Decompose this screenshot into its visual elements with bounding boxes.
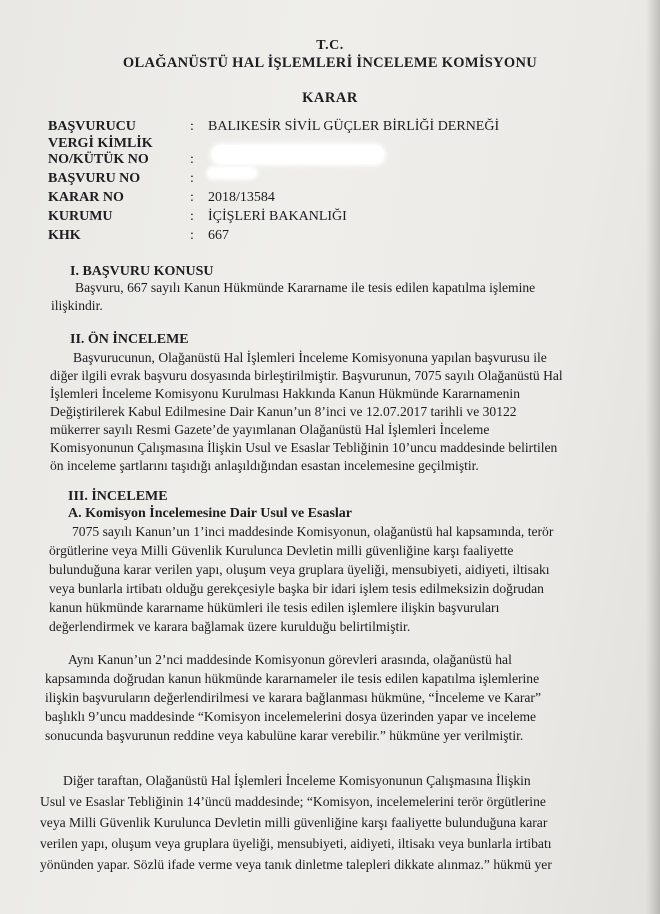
paragraph-line: Komisyonunun Çalışmasına İlişkin Usul ve Esaslar Tebliğinin 10’uncu maddesinde belirtilen	[50, 440, 558, 455]
paragraph-line: 7075 sayılı Kanun’un 1’inci maddesinde Komisyonun, olağanüstü hal kapsamında, terör	[72, 524, 554, 539]
paragraph-line: verilen yapı, oluşum veya gruplara üyeliği, mensubiyeti, aidiyeti, iltisakı veya bunlarla irtibatı	[40, 836, 552, 851]
info-row-karar-no	[48, 190, 608, 208]
paragraph-line: Aynı Kanun’un 2’nci maddesinde Komisyonun görevleri arasında, olağanüstü hal	[68, 652, 512, 667]
page-shadow	[646, 0, 660, 914]
info-value: İÇİŞLERİ BAKANLIĞI	[208, 209, 347, 224]
info-colon: :	[190, 171, 194, 186]
paragraph-line: Diğer taraftan, Olağanüstü Hal İşlemleri İnceleme Komisyonunun Çalışmasına İlişkin	[63, 773, 531, 788]
info-label: BAŞVURUCU	[48, 119, 136, 134]
redaction-mark	[208, 168, 256, 178]
paragraph-line: başlıklı 9’uncu maddesinde “Komisyon incelemelerini dosya üzerinden yapar ve inceleme	[45, 709, 537, 724]
info-row-basvuru-no	[48, 171, 608, 189]
paragraph-line: ilişkin başvuruların değerlendirilmesi ve karara bağlanması hükmüne, “İnceleme ve Karar”	[45, 690, 541, 705]
paragraph-line: kapsamında doğrudan kanun hükmünde kararnameler ile tesis edilen kapatılma işlemlerine	[45, 671, 540, 686]
info-colon: :	[190, 119, 194, 134]
header-karar: KARAR	[302, 90, 358, 106]
section-heading-basvuru-konusu: I. BAŞVURU KONUSU	[70, 264, 214, 279]
info-label: KARAR NO	[48, 190, 124, 205]
paragraph-line: değerlendirmek ve karara bağlamak üzere kurulduğu belirtilmiştir.	[49, 619, 411, 634]
paragraph-line: ön inceleme şartlarını taşıdığı anlaşıldığından esastan incelemesine geçilmiştir.	[50, 458, 479, 473]
info-row-basvurucu	[48, 119, 608, 137]
info-row-kurumu	[48, 209, 608, 227]
paragraph-line: yönünden yapar. Sözlü ifade verme veya tanık dinletme talepleri dikkate alınmaz.” hükmü yer	[40, 857, 552, 872]
info-row-khk	[48, 228, 608, 246]
paragraph-line: Değiştirilerek Kabul Edilmesine Dair Kanun’un 8’inci ve 12.07.2017 tarihli ve 30122	[50, 404, 517, 419]
info-colon: :	[190, 209, 194, 224]
header-tc: T.C.	[316, 38, 344, 53]
paragraph-line: bulunduğuna karar verilen yapı, oluşum veya gruplara üyeliği, mensubiyeti, aidiyeti, iltisakı	[49, 562, 550, 577]
paragraph-line: ilişkindir.	[51, 298, 103, 313]
paragraph-line: Başvuru, 667 sayılı Kanun Hükmünde Kararname ile tesis edilen kapatılma işlemine	[75, 280, 536, 295]
info-label: KURUMU	[48, 209, 113, 224]
info-label: NO/KÜTÜK NO	[48, 152, 149, 167]
section-heading-on-inceleme: II. ÖN İNCELEME	[70, 332, 189, 347]
info-colon: :	[190, 228, 194, 243]
info-colon: :	[190, 190, 194, 205]
redaction-mark	[212, 145, 384, 164]
paragraph-line: mükerrer sayılı Resmi Gazete’de yayımlanan Olağanüstü Hal İşlemleri İnceleme	[50, 422, 490, 437]
info-label: BAŞVURU NO	[48, 171, 141, 186]
paragraph-line: diğer ilgili evrak başvuru dosyasında birleştirilmiştir. Başvurunun, 7075 sayılı Olağanüstü Hal	[50, 368, 563, 383]
info-value: 667	[208, 228, 229, 243]
info-label: VERGİ KİMLİK	[48, 136, 153, 151]
info-label: KHK	[48, 228, 81, 243]
paragraph-line: sonucunda başvurunun reddine veya kabulüne karar verebilir.” hükmüne yer verilmiştir.	[45, 728, 524, 743]
header-commission: OLAĞANÜSTÜ HAL İŞLEMLERİ İNCELEME KOMİSYONU	[122, 55, 538, 71]
paragraph-line: veya Milli Güvenlik Kurulunca Devletin milli güvenliğine karşı faaliyette bulunduğuna karar	[40, 815, 548, 830]
info-value: 2018/13584	[208, 190, 275, 205]
paragraph-line: Başvurucunun, Olağanüstü Hal İşlemleri İnceleme Komisyonuna yapılan başvurusu ile	[73, 350, 547, 365]
paragraph-line: örgütlerine veya Milli Güvenlik Kurulunca Devletin milli güvenliğine karşı faaliyette	[49, 543, 514, 558]
paragraph-line: İşlemleri İnceleme Komisyonu Kurulması Hakkında Kanun Hükmünde Kararnamenin	[50, 386, 520, 401]
info-colon: :	[190, 152, 194, 167]
info-value: BALIKESİR SİVİL GÜÇLER BİRLİĞİ DERNEĞİ	[208, 119, 500, 134]
paragraph-line: kanun hükmünde kararname hükümleri ile tesis edilen işlemlere ilişkin başvuruları	[49, 600, 500, 615]
paragraph-line: Usul ve Esaslar Tebliğinin 14’üncü maddesinde; “Komisyon, incelemelerini terör örgütlerine	[40, 794, 546, 809]
subsection-heading-usul-esaslar: A. Komisyon İncelemesine Dair Usul ve Esaslar	[68, 506, 353, 521]
section-heading-inceleme: III. İNCELEME	[68, 489, 168, 504]
paragraph-line: veya bunlarla irtibatı olduğu gerekçesiyle başka bir idari işlem tesis edilmeksizin doğrudan	[49, 581, 544, 596]
